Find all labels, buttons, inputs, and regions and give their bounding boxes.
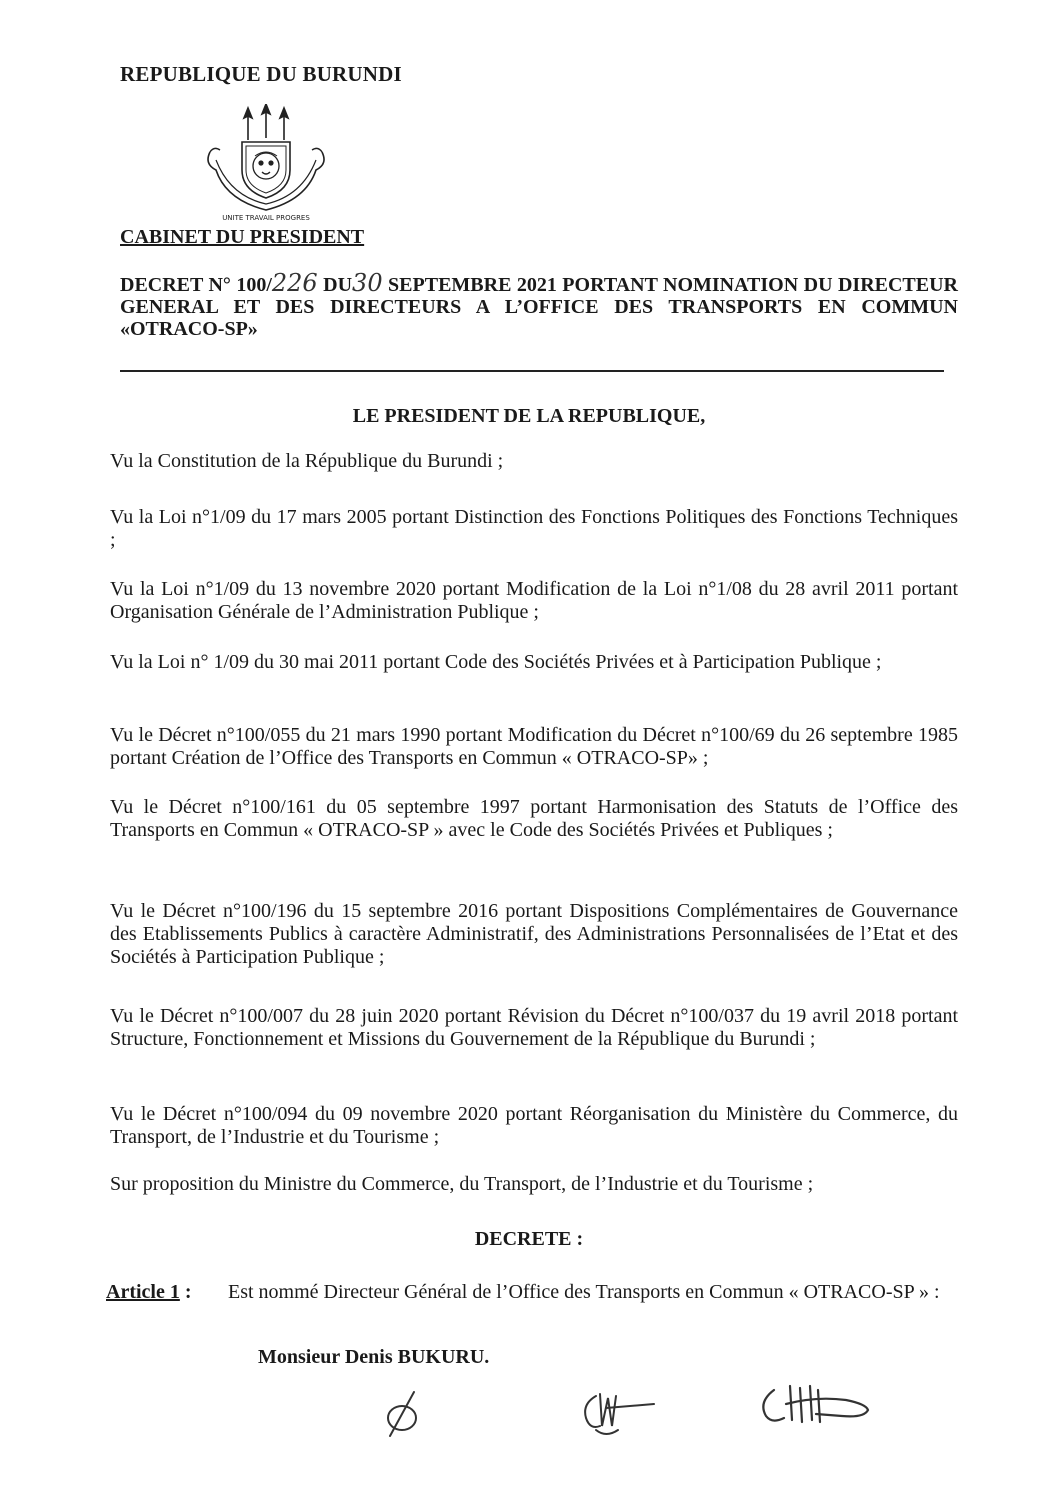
title-divider — [120, 370, 944, 372]
decree-prefix: DECRET N° 100/ — [120, 274, 272, 296]
initial-signature-3 — [756, 1380, 876, 1432]
decree-du: DU — [323, 274, 353, 296]
article-1-label — [106, 1281, 192, 1304]
decree-day-handwritten: 30 — [352, 269, 383, 297]
consideration-paragraph: Vu le Décret n°100/196 du 15 septembre 2016 portant Dispositions Complémentaires de Gouvernance des Etablissements Publics à caractère Administratif, des Administrations Personnalisées de l’Etat et des Sociétés à Participation Publique ; — [110, 900, 958, 968]
consideration-paragraph: Vu la Loi n°1/09 du 13 novembre 2020 portant Modification de la Loi n°1/08 du 28 avril 2011 portant Organisation Générale de l’Administration Publique ; — [110, 578, 958, 623]
article-1-nominee: Monsieur Denis BUKURU. — [258, 1346, 490, 1368]
consideration-paragraph: Vu la Loi n°1/09 du 17 mars 2005 portant Distinction des Fonctions Politiques des Fonctions Techniques ; — [110, 506, 958, 551]
national-seal-icon — [200, 104, 332, 222]
consideration-paragraph: Vu le Décret n°100/094 du 09 novembre 2020 portant Réorganisation du Ministère du Commerce, du Transport, de l’Industrie et du Tourisme ; — [110, 1103, 958, 1148]
consideration-paragraph: Vu le Décret n°100/055 du 21 mars 1990 portant Modification du Décret n°100/69 du 26 septembre 1985 portant Création de l’Office des Transports en Commun « OTRACO-SP» ; — [110, 724, 958, 769]
decree-title-rest: SEPTEMBRE 2021 PORTANT NOMINATION DU DIRECTEUR GENERAL ET DES DIRECTEURS A L’OFFICE DES TRANSPORTS EN COMMUN «OTRACO-SP» — [120, 274, 958, 340]
initial-signature-2 — [576, 1386, 658, 1442]
consideration-paragraph: Vu le Décret n°100/007 du 28 juin 2020 portant Révision du Décret n°100/037 du 19 avril 2018 portant Structure, Fonctionnement et Missions du Gouvernement de la République du Burundi ; — [110, 1005, 958, 1050]
decree-number-handwritten: 226 — [271, 269, 318, 297]
decrete-heading: DECRETE : — [474, 1228, 584, 1250]
consideration-paragraph: Vu la Loi n° 1/09 du 30 mai 2011 portant Code des Sociétés Privées et à Participation Publique ; — [110, 651, 882, 673]
article-1-colon: : — [179, 1281, 192, 1303]
republic-header: REPUBLIQUE DU BURUNDI — [120, 62, 402, 86]
decree-title — [120, 269, 958, 340]
article-1-text: Est nommé Directeur Général de l’Office des Transports en Commun « OTRACO-SP » : — [228, 1281, 940, 1303]
article-1-label-text: Article 1 — [106, 1281, 180, 1303]
seal-motto: UNITE TRAVAIL PROGRES — [222, 214, 310, 222]
consideration-paragraph: Sur proposition du Ministre du Commerce, du Transport, de l’Industrie et du Tourisme ; — [110, 1173, 814, 1195]
president-heading: LE PRESIDENT DE LA REPUBLIQUE, — [352, 405, 706, 427]
consideration-paragraph: Vu le Décret n°100/161 du 05 septembre 1997 portant Harmonisation des Statuts de l’Office des Transports en Commun « OTRACO-SP » avec le Code des Sociétés Privées et Publiques ; — [110, 796, 958, 841]
initial-signature-1 — [374, 1388, 430, 1438]
consideration-paragraph: Vu la Constitution de la République du Burundi ; — [110, 450, 504, 472]
cabinet-heading: CABINET DU PRESIDENT — [120, 226, 365, 248]
